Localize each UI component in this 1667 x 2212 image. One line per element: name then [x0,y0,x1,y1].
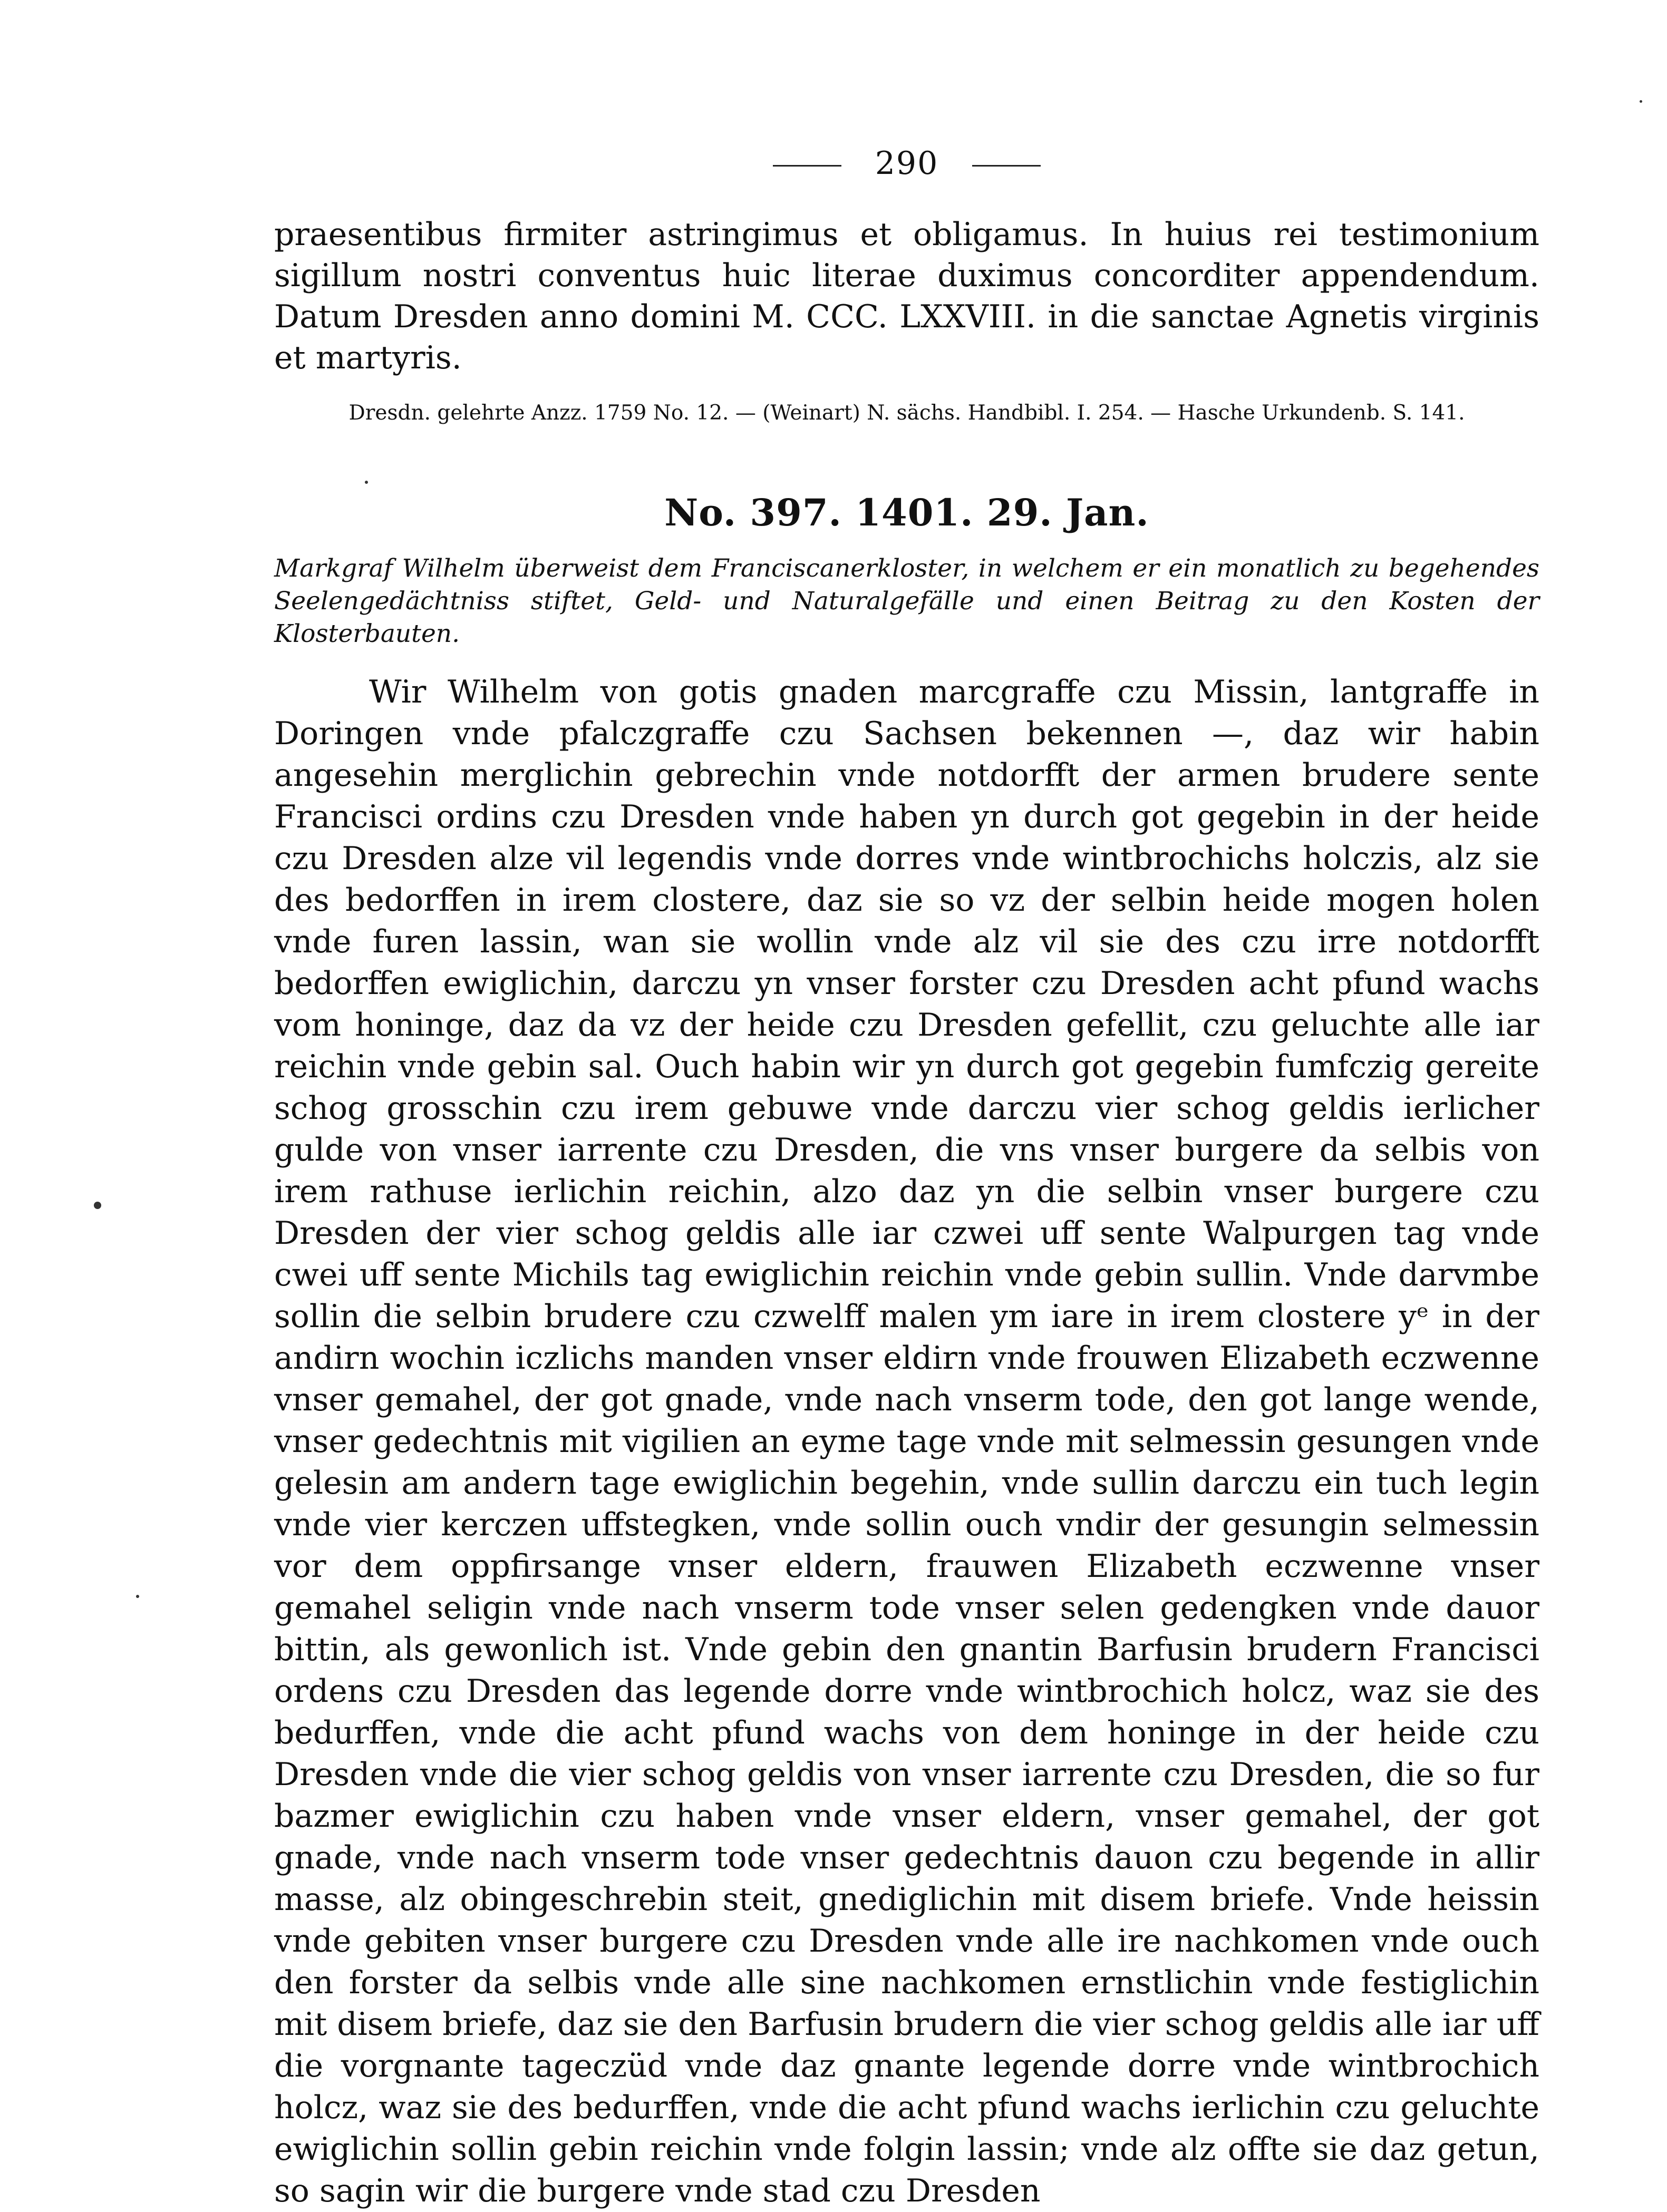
opening-paragraph: praesentibus firmiter astringimus et obligamus. In huius rei testimonium sigillum nostri conventus huic literae duximus concorditer appendendum. Datum Dresden anno domini M. CCC. LXXVIII. in die sanctae Agnetis virginis et martyris. [274,216,1539,376]
scan-speck [94,1202,101,1209]
document-page [274,142,1539,2212]
page-number-right-rule [972,165,1041,167]
scan-speck [136,1595,139,1598]
page-number: 290 [875,145,939,182]
document-summary: Markgraf Wilhelm überweist dem Franciscanerkloster, in welchem er ein monatlich zu begehendes Seelengedächtniss stiftet, Geld- und Naturalgefälle und einen Beitrag zu den Kosten der Klosterbauten. [274,554,1539,648]
page-number-line [274,142,1539,184]
document-heading: No. 397. 1401. 29. Jan. [664,491,1149,534]
document-body: Wir Wilhelm von gotis gnaden marcgraffe czu Missin, lantgraffe in Doringen vnde pfalczgraffe czu Sachsen bekennen —, daz wir habin angesehin merglichin gebrechin vnde notdorfft der armen brudere sente Francisci ordins czu Dresden vnde haben yn durch got gegebin in der heide czu Dresden alze vil legendis vnde dorres vnde wintbrochichs holczis, alz sie des bedorffen in irem clostere, daz sie so vz der selbin heide mogen holen vnde furen lassin, wan sie wollin vnde alz vil sie des czu irre notdorfft bedorffen ewiglichin, darczu yn vnser forster czu Dresden acht pfund wachs vom honinge, daz da vz der heide czu Dresden gefellit, czu geluchte alle iar reichin vnde gebin sal. Ouch habin wir yn durch got gegebin fumfczig gereite schog grosschin czu irem gebuwe vnde darczu vier schog geldis ierlicher gulde von vnser iarrente czu Dresden, die vns vnser burgere da selbis von irem rathuse ierlichin reichin, alzo daz yn die selbin vnser burgere czu Dresden der vier schog geldis alle iar czwei uff sente Walpurgen tag vnde cwei uff sente Michils tag ewiglichin reichin vnde gebin sullin. Vnde darvmbe sollin die selbin brudere czu czwelff malen ym iare in irem clostere yᵉ in der andirn wochin iczlichs manden vnser eldirn vnde frouwen Elizabeth eczwenne vnser gemahel, der got gnade, vnde nach vnserm tode, den got lange wende, vnser gedechtnis mit vigilien an eyme tage vnde mit selmessin gesungen vnde gelesin am andern tage ewiglichin begehin, vnde sullin darczu ein tuch legin vnde vier kerczen uffstegken, vnde sollin ouch vndir der gesungin selmessin vor dem oppfirsange vnser eldern, frauwen Elizabeth eczwenne vnser gemahel seligin vnde nach vnserm tode vnser selen gedengken vnde dauor bittin, als gewonlich ist. Vnde gebin den gnantin Barfusin brudern Francisci ordens czu Dresden das legende dorre vnde wintbrochich holcz, waz sie des bedurffen, vnde die acht pfund wachs von dem honinge in der heide czu Dresden vnde die vier schog geldis von vnser iarrente czu Dresden, die so fur bazmer ewiglichin czu haben vnde vnser eldern, vnser gemahel, der got gnade, vnde nach vnserm tode vnser gedechtnis dauon czu begende in allir masse, alz obingeschrebin steit, gnediglichin mit disem briefe. Vnde heissin vnde gebiten vnser burgere czu Dresden vnde alle ire nachkomen vnde ouch den forster da selbis vnde alle sine nachkomen ernstlichin vnde festiglichin mit disem briefe, daz sie den Barfusin brudern die vier schog geldis alle iar uff die vorgnante tageczüd vnde daz gnante legende dorre vnde wintbrochich holcz, waz sie des bedurffen, vnde die acht pfund wachs ierlichin czu geluchte ewiglichin sollin gebin reichin vnde folgin lassin; vnde alz offte sie daz getun, so sagin wir die burgere vnde stad czu Dresden [274,674,1539,2209]
scan-speck [1640,100,1642,103]
scan-speck [365,481,368,484]
page-number-left-rule [773,165,841,167]
source-note: Dresdn. gelehrte Anzz. 1759 No. 12. — (Weinart) N. sächs. Handbibl. I. 254. — Hasche Urkundenb. S. 141. [348,401,1465,425]
